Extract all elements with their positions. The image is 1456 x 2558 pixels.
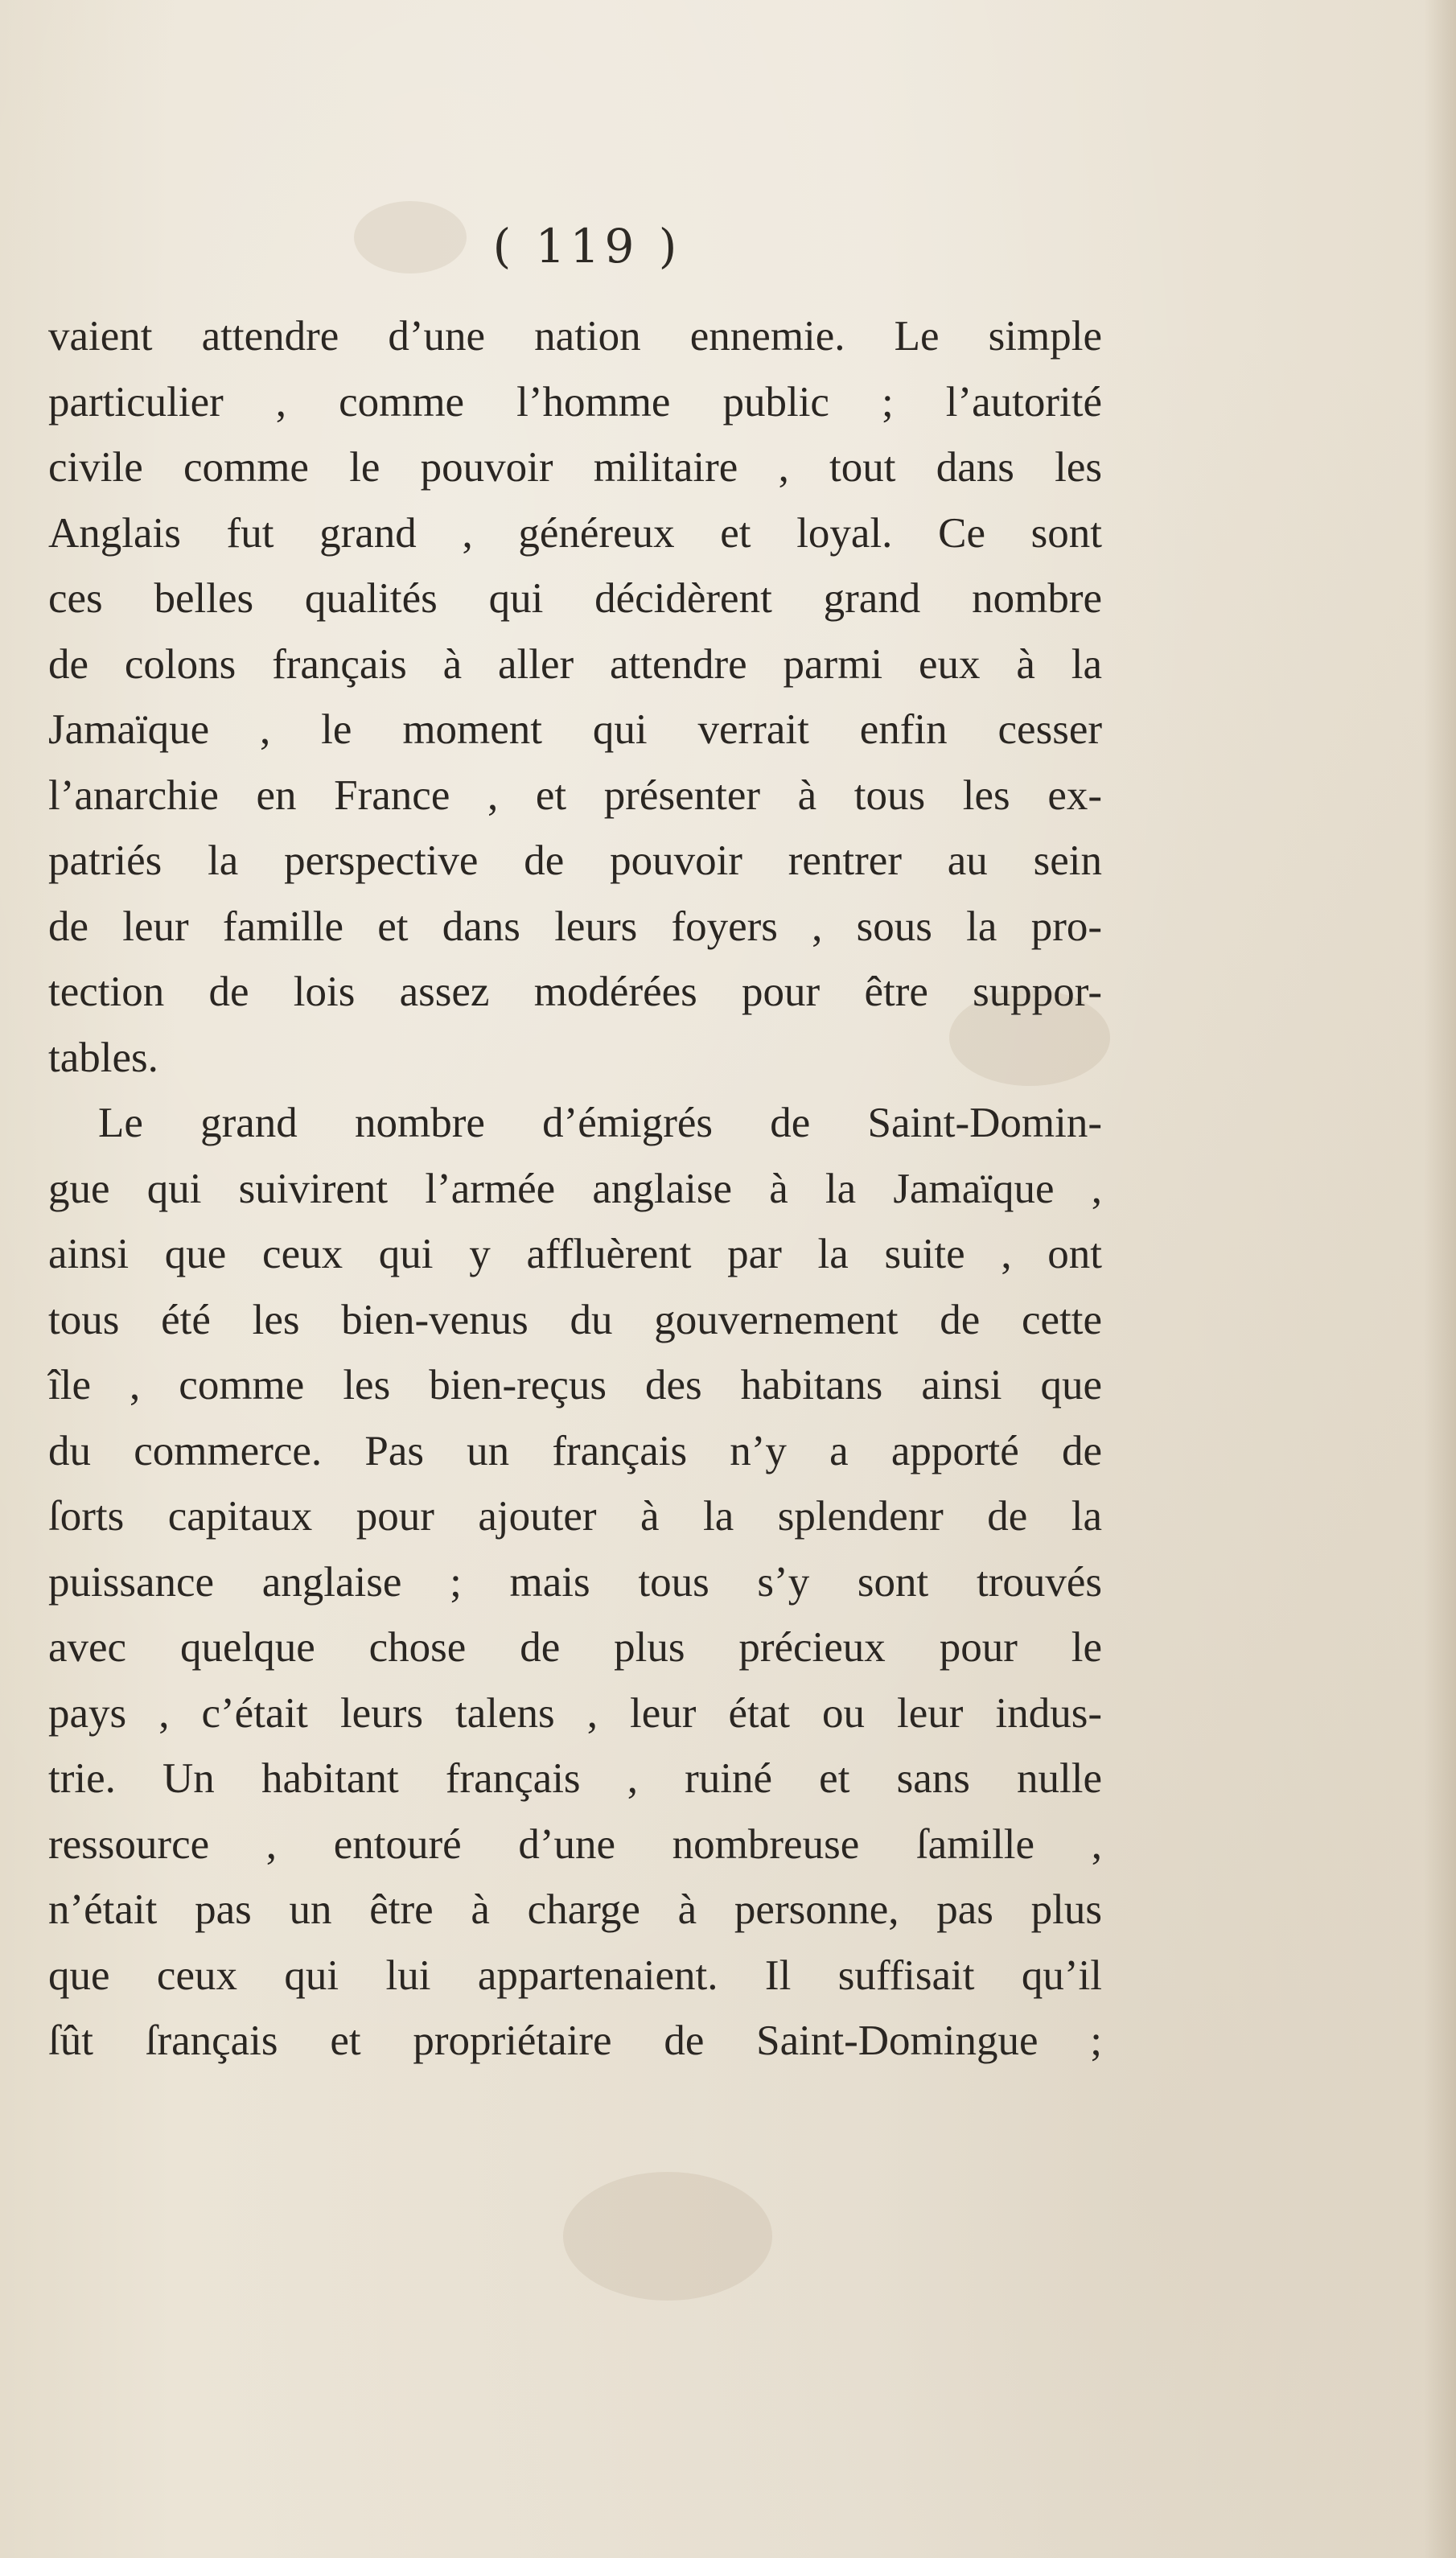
text-line: pays , c’était leurs talens , leur état ou leur indus- <box>48 1689 1102 1737</box>
paragraph-first-line: Le grand nombre d’émigrés de Saint-Domin- <box>98 1100 1102 1146</box>
text-line: trie. Un habitant français , ruiné et sans nulle <box>48 1755 1102 1802</box>
text-line: Anglais fut grand , généreux et loyal. Ce sont <box>48 509 1102 557</box>
text-line: tous été les bien-venus du gouvernement de cette <box>48 1296 1102 1343</box>
text-line: ſorts capitaux pour ajouter à la splendenr de la <box>48 1493 1102 1540</box>
text-line: ressource , entouré d’une nombreuse ſamille , <box>48 1820 1102 1868</box>
paragraph-end-line: tables. <box>48 1034 158 1081</box>
text-line: ces belles qualités qui décidèrent grand nombre <box>48 575 1102 622</box>
text-line: puissance anglaise ; mais tous s’y sont trouvés <box>48 1558 1102 1606</box>
text-line: particulier , comme l’homme public ; l’autorité <box>48 378 1102 426</box>
page-edge-shadow <box>1424 0 1456 2558</box>
text-line: île , comme les bien-reçus des habitans ainsi que <box>48 1362 1102 1409</box>
text-line: Jamaïque , le moment qui verrait enfin cesser <box>48 706 1102 753</box>
text-line: n’était pas un être à charge à personne, pas plus <box>48 1886 1102 1933</box>
text-line: ainsi que ceux qui y affluèrent par la suite , ont <box>48 1231 1102 1277</box>
text-line: l’anarchie en France , et présenter à tous les ex- <box>48 771 1102 819</box>
text-line: que ceux qui lui appartenaient. Il suffisait qu’il <box>48 1951 1102 1999</box>
text-line: vaient attendre d’une nation ennemie. Le simple <box>48 313 1102 360</box>
page-number: ( 119 ) <box>492 219 682 273</box>
text-line: ſût ſrançais et propriétaire de Saint-Domingue ; <box>48 2017 1102 2064</box>
text-line: civile comme le pouvoir militaire , tout dans les <box>48 444 1102 491</box>
text-line: de colons français à aller attendre parmi eux à la <box>48 640 1102 688</box>
text-line: gue qui suivirent l’armée anglaise à la Jamaïque , <box>48 1165 1102 1212</box>
text-line: tection de lois assez modérées pour être suppor- <box>48 969 1102 1015</box>
text-line: avec quelque chose de plus précieux pour le <box>48 1624 1102 1671</box>
text-line: patriés la perspective de pouvoir rentrer au sein <box>48 837 1102 884</box>
body-text <box>48 304 1102 2075</box>
text-line: du commerce. Pas un français n’y a apporté de <box>48 1427 1102 1474</box>
paper-stain <box>563 2172 772 2301</box>
text-line: de leur famille et dans leurs foyers , sous la pro- <box>48 903 1102 950</box>
